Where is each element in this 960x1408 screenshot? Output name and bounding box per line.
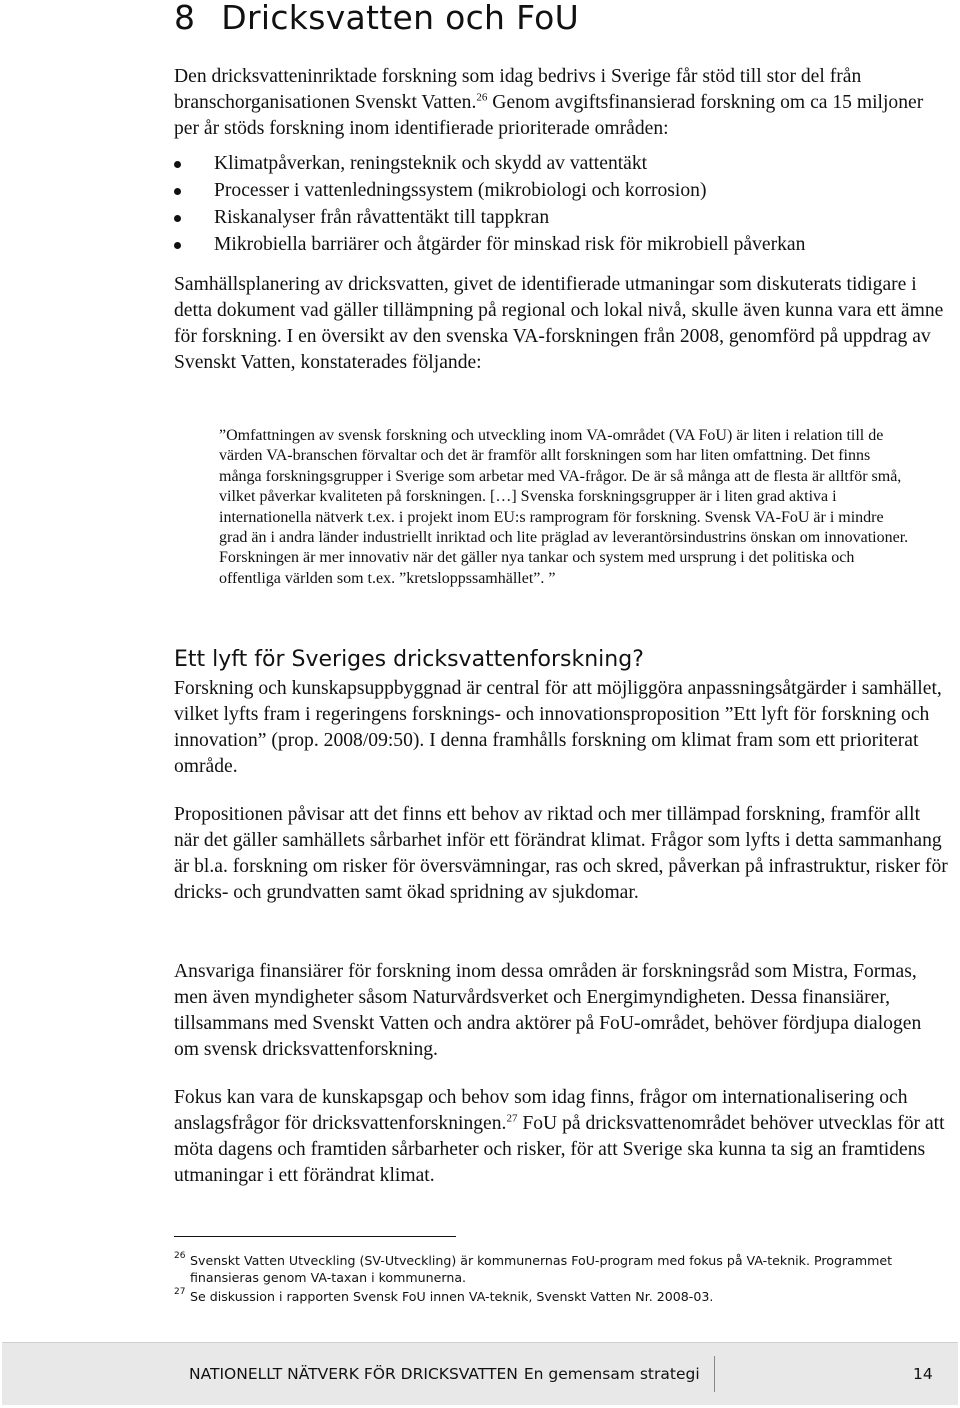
priority-areas-list — [174, 150, 948, 258]
chapter-title — [174, 0, 579, 44]
intro-text-1: Den dricksvatteninriktade forskning som idag bedrivs i Sverige får stöd till stor del från branschorganisationen Svenskt Vatten. — [174, 66, 862, 113]
paragraph-focus — [174, 1085, 948, 1189]
block-quote: ”Omfattningen av svensk forskning och utveckling inom VA-området (VA FoU) är liten i relation till de värden VA-branschen förvaltar och det är framför allt forskningen som har liten omfattning. Det finns många forskningsgrupper i Sverige som arbetar med VA-frågor. De är så många att de flesta är alltför små, vilket påverkar kvaliteten på forskningen. […] Svenska forskningsgrupper är i liten grad aktiva i internationella nätverk t.ex. i projekt inom EU:s ramprogram för forskning. Svensk VA-FoU är i mindre grad än i andra länder industriellt inriktad och lite präglad av leverantörsindustrins önskan om innovationer. Forskningen är mer innovativ när det gäller nya tankar och system med ursprung i det politiska och offentliga världen som t.ex. ”kretsloppssamhället”. ” — [219, 427, 909, 587]
list-item-text: Riskanalyser från råvattentäkt till tappkran — [214, 207, 550, 228]
footnote-number: 26 — [174, 1251, 186, 1261]
focus-text-2: FoU på dricksvattenområdet behöver utvecklas för att möta dagens och framtiden sårbarheter och risker, för att Sverige ska kunna ta sig an framtidens utmaningar i ett förändrat klimat. — [174, 1113, 945, 1186]
bullet-icon — [174, 188, 181, 195]
footer-subtitle: En gemensam strategi — [523, 1365, 700, 1383]
footnote-27 — [174, 1288, 934, 1305]
footnote-divider — [174, 1236, 456, 1237]
section-subheading: Ett lyft för Sveriges dricksvattenforskning? — [174, 647, 644, 672]
chapter-number: 8 — [174, 0, 196, 37]
list-item-text: Mikrobiella barriärer och åtgärder för minskad risk för mikrobiell påverkan — [214, 234, 806, 255]
paragraph-research-proposition: Forskning och kunskapsuppbyggnad är central för att möjliggöra anpassningsåtgärder i samhället, vilket lyfts fram i regeringens forsknings- och innovationsproposition ”Ett lyft för forskning och innovation” (prop. 2008/09:50). I denna framhålls forskning om klimat fram som ett prioriterat område. — [174, 678, 942, 777]
footnote-text: Se diskussion i rapporten Svensk FoU innen VA-teknik, Svenskt Vatten Nr. 2008-03. — [190, 1289, 714, 1304]
footnotes — [174, 1252, 934, 1307]
footnote-ref-27[interactable]: 27 — [506, 1112, 518, 1125]
paragraph-financiers: Ansvariga finansiärer för forskning inom dessa områden är forskningsråd som Mistra, Formas, men även myndigheter såsom Naturvårdsverket och Energimyndigheten. Dessa finansiärer, tillsammans med Svenskt Vatten och andra aktörer på FoU-området, behöver fördjupa dialogen om svensk dricksvattenforskning. — [174, 961, 922, 1060]
paragraph-proposition-needs: Propositionen påvisar att det finns ett behov av riktad och mer tillämpad forskning, framför allt när det gäller samhällets sårbarhet inför ett förändrat klimat. Frågor som lyfts i detta sammanhang är bl.a. forskning om risker för översvämningar, ras och skred, påverkan på infrastruktur, risker för dricks- och grundvatten samt ökad spridning av sjukdomar. — [174, 804, 948, 903]
footer-divider — [714, 1356, 715, 1392]
bullet-icon — [174, 161, 181, 168]
list-item-text: Klimatpåverkan, reningsteknik och skydd av vattentäkt — [214, 153, 648, 174]
footnote-ref-26[interactable]: 26 — [476, 91, 488, 104]
list-item — [174, 177, 948, 204]
footer-title — [189, 1365, 700, 1383]
chapter-title-text: Dricksvatten och FoU — [221, 0, 580, 37]
footnote-number: 27 — [174, 1287, 186, 1297]
list-item-text: Processer i vattenledningssystem (mikrobiologi och korrosion) — [214, 180, 707, 201]
bullet-icon — [174, 215, 181, 222]
list-item — [174, 231, 948, 258]
list-item — [174, 150, 948, 177]
intro-text-2: Genom avgiftsfinansierad forskning om ca 15 miljoner per år stöds forskning inom identifierade prioriterade områden: — [174, 92, 924, 139]
footnote-26 — [174, 1252, 934, 1286]
intro-paragraph — [174, 64, 948, 142]
footnote-text: Svenskt Vatten Utveckling (SV-Utveckling) är kommunernas FoU-program med fokus på VA-teknik. Programmet finansieras genom VA-taxan i kommunerna. — [190, 1253, 893, 1285]
list-item — [174, 204, 948, 231]
paragraph-planning: Samhällsplanering av dricksvatten, givet de identifierade utmaningar som diskuterats tidigare i detta dokument vad gäller tillämpning på regional och lokal nivå, skulle även kunna vara ett ämne för forskning. I en översikt av den svenska VA-forskningen från 2008, genomförd på uppdrag av Svenskt Vatten, konstaterades följande: — [174, 274, 944, 373]
page-number: 14 — [913, 1365, 933, 1383]
bullet-icon — [174, 242, 181, 249]
footer-network-name: NATIONELLT NÄTVERK FÖR DRICKSVATTEN — [189, 1365, 518, 1383]
focus-text-1: Fokus kan vara de kunskapsgap och behov som idag finns, frågor om internationalisering och anslagsfrågor för dricksvattenforskningen. — [174, 1087, 908, 1134]
page-footer — [2, 1342, 958, 1405]
